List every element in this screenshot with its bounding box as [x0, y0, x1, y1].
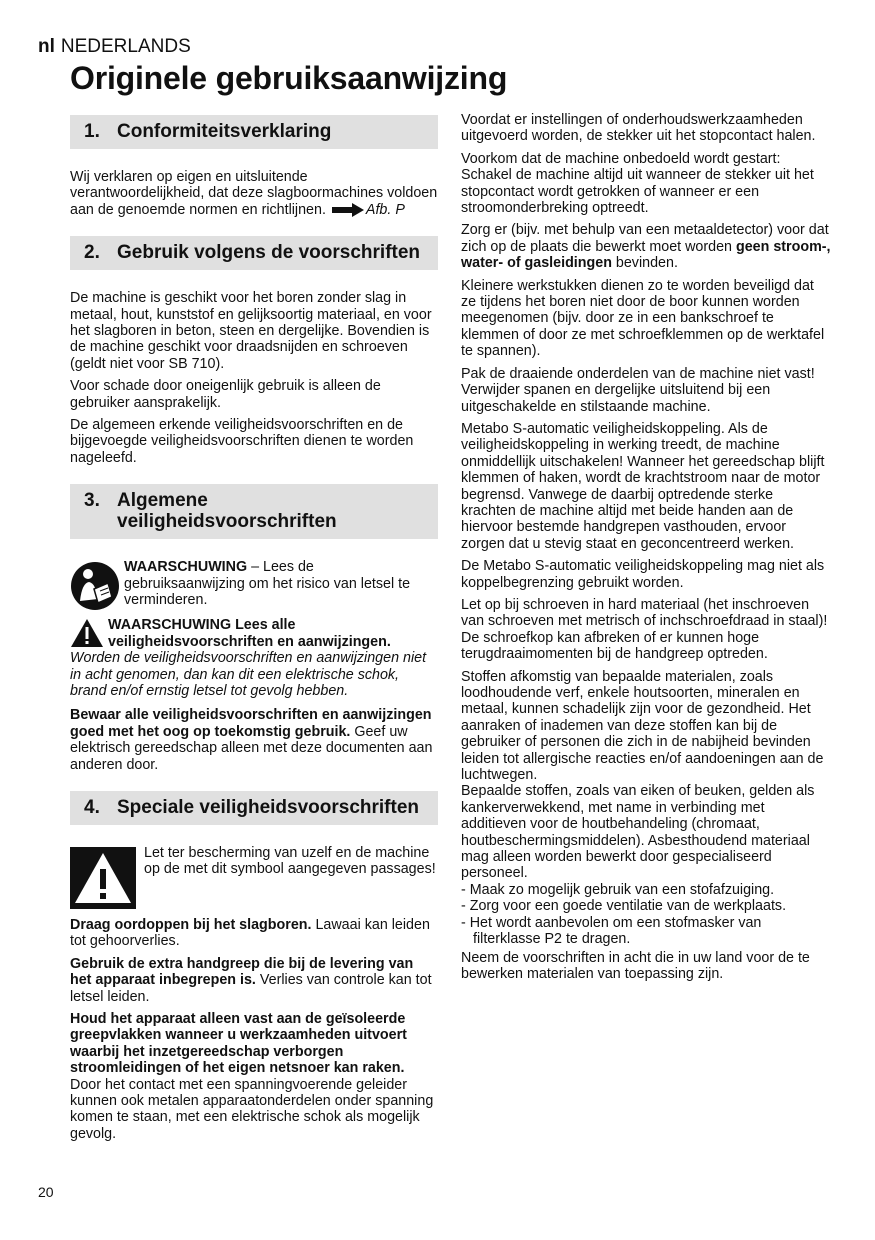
- page-title: Originele gebruiksaanwijzing: [70, 60, 508, 96]
- ear-protection-paragraph: Draag oordoppen bij het slagboren. Lawaai kan leiden tot gehoorverlies.: [70, 916, 430, 950]
- right-paragraph-3: Zorg er (bijv. met behulp van een metaaldetector) voor dat zich op de plaats die bewerkt moet worden geen stroom-, water- of gasleidingen bevinden.: [461, 222, 831, 272]
- usage-paragraph-3: De algemeen erkende veiligheidsvoorschriften en de bijgevoegde veiligheidsvoorschriften dienen te worden nageleefd.: [70, 417, 414, 466]
- section-number: 1.: [84, 121, 100, 142]
- language-header: [38, 36, 191, 58]
- section-title: Conformiteitsverklaring: [117, 121, 332, 142]
- read-manual-warning: [70, 559, 438, 611]
- section-2-heading: [70, 236, 438, 270]
- language-name: NEDERLANDS: [60, 36, 191, 57]
- page-number: 20: [38, 1184, 54, 1200]
- section-1-heading: [70, 115, 438, 149]
- warning-triangle-icon: [70, 618, 104, 648]
- right-paragraph-11: Neem de voorschriften in acht die in uw land voor de te bewerken materialen van toepassing zijn.: [461, 949, 810, 982]
- right-column: [461, 112, 831, 988]
- arrow-right-icon: [332, 203, 364, 217]
- figure-reference: Afb. P: [365, 201, 405, 218]
- right-paragraph-7: De Metabo S-automatic veiligheidskoppeling mag niet als koppelbegrenzing gebruikt worden.: [461, 558, 825, 591]
- symbol-notice: [70, 845, 438, 909]
- list-item: - Zorg voor een goede ventilatie van de werkplaats.: [461, 898, 787, 915]
- section-title: Algemene veiligheidsvoorschriften: [117, 490, 337, 533]
- right-paragraph-8: Let op bij schroeven in hard materiaal (het inschroeven van schroeven met metrisch of inchschroefdraad in staal)! De schroefkop kan afbreken of er kunnen hoge terugdraaimomenten bij de handgreep optreden.: [461, 596, 828, 663]
- warning-triangle-icon: [70, 847, 136, 909]
- insulated-grip-paragraph: Houd het apparaat alleen vast aan de geïsoleerde greepvlakken wanneer u werkzaamheden uitvoert waarbij het inzetgereedschap verborgen stroomleidingen of het eigen netsnoer kan raken. Door het contact met een spanningvoerende geleider kunnen ook metalen apparaatonderdelen onder spanning komen te staan, met een elektrische schok als mogelijk gevolg.: [70, 1010, 434, 1142]
- list-item: - Maak zo mogelijk gebruik van een stofafzuiging.: [461, 881, 775, 898]
- section-title: Speciale veiligheidsvoorschriften: [117, 796, 419, 818]
- symbol-notice-text: Let ter bescherming van uzelf en de machine op de met dit symbool aangegeven passages!: [144, 844, 436, 878]
- right-paragraph-5: Pak de draaiende onderdelen van de machine niet vast! Verwijder spanen en dergelijke uitsluitend bij een uitgeschakelde en stilstaande machine.: [461, 365, 815, 415]
- keep-instructions-paragraph: Bewaar alle veiligheidsvoorschriften en aanwijzingen goed met het oog op toekomstig gebruik. Geef uw elektrisch gereedschap alleen met deze documenten aan anderen door.: [70, 707, 433, 773]
- section-number: 4.: [84, 796, 100, 818]
- section-number: 3.: [84, 490, 100, 512]
- section-3-heading: [70, 484, 438, 539]
- section-number: 2.: [84, 242, 100, 264]
- right-paragraph-1: Voordat er instellingen of onderhoudswerkzaamheden uitgevoerd worden, de stekker uit het stopcontact halen.: [461, 112, 816, 145]
- language-code: nl: [38, 36, 55, 57]
- section-4-heading: [70, 791, 438, 825]
- warning-paragraph: WAARSCHUWING Lees alle veiligheidsvoorschriften en aanwijzingen. Worden de veiligheidsvoorschriften en aanwijzingen niet in acht genomen, dan kan dit een elektrische schok, brand en/of ernstig letsel tot gevolg hebben.: [70, 617, 427, 699]
- section-title: Gebruik volgens de voorschriften: [117, 242, 421, 264]
- read-manual-text: WAARSCHUWING – Lees de gebruiksaanwijzing om het risico van letsel te verminderen.: [124, 559, 411, 609]
- right-paragraph-9: Stoffen afkomstig van bepaalde materialen, zoals loodhoudende verf, enkele houtsoorten, mineralen en metaal, kunnen schadelijk zijn voor de gezondheid. Het aanraken of inademen van deze stoffen kan bij de gebruiker of personen die zich in de nabijheid bevinden leiden tot allergische reacties en/of aandoeningen aan de luchtwegen.: [461, 668, 824, 784]
- right-paragraph-2: Voorkom dat de machine onbedoeld wordt gestart: Schakel de machine altijd uit wanneer de stekker uit het stopcontact wordt getrokken of wanneer er een stroomonderbreking optreedt.: [461, 150, 814, 217]
- usage-paragraph-1: De machine is geschikt voor het boren zonder slag in metaal, hout, kunststof en gelijksoortig materiaal, en voor het slagboren in beton, steen en dergelijke. Bovendien is de machine geschikt voor draadsnijden en schroeven (geldt niet voor SB 710).: [70, 290, 432, 372]
- read-manual-icon: [70, 561, 120, 611]
- extra-handle-paragraph: Gebruik de extra handgreep die bij de levering van het apparaat inbegrepen is. Verlies van controle kan tot letsel leiden.: [70, 955, 432, 1005]
- usage-paragraph-2: Voor schade door oneigenlijk gebruik is alleen de gebruiker aansprakelijk.: [70, 378, 381, 411]
- left-column: [70, 115, 438, 1148]
- dust-precautions-list: [461, 882, 831, 948]
- right-paragraph-6: Metabo S-automatic veiligheidskoppeling. Als de veiligheidskoppeling in werking treedt, de machine onmiddellijk uitschakelen! Wanneer het gereedschap blijft klemmen of haken, wordt de krachtstroom naar de motor begrensd. Vanwege de daarbij optredende sterke krachten de machine altijd met beide handen aan de hiervoor bestemde handgrepen vasthouden, ervoor zorgen dat u stevig staat en geconcentreerd werken.: [461, 420, 825, 552]
- right-paragraph-4: Kleinere werkstukken dienen zo te worden beveiligd dat ze tijdens het boren niet door de boor kunnen worden meegenomen (bijv. door ze in een bankschroef te klemmen of door ze met schroefklemmen op de werktafel te spannen).: [461, 277, 825, 360]
- conformity-paragraph: Wij verklaren op eigen en uitsluitende verantwoordelijkheid, dat deze slagboormachines voldoen aan de genoemde normen en richtlijnen. Afb. P: [70, 169, 438, 218]
- list-item: - Het wordt aanbevolen om een stofmasker van filterklasse P2 te dragen.: [461, 914, 762, 948]
- right-paragraph-10: Bepaalde stoffen, zoals van eiken of beuken, gelden als kankerverwekkend, met name in verbinding met additieven voor de houtbehandeling (chromaat, houtbeschermingsmiddelen). Asbesthoudend materiaal mag alleen worden bewerkt door gespecialiseerd personeel.: [461, 783, 815, 882]
